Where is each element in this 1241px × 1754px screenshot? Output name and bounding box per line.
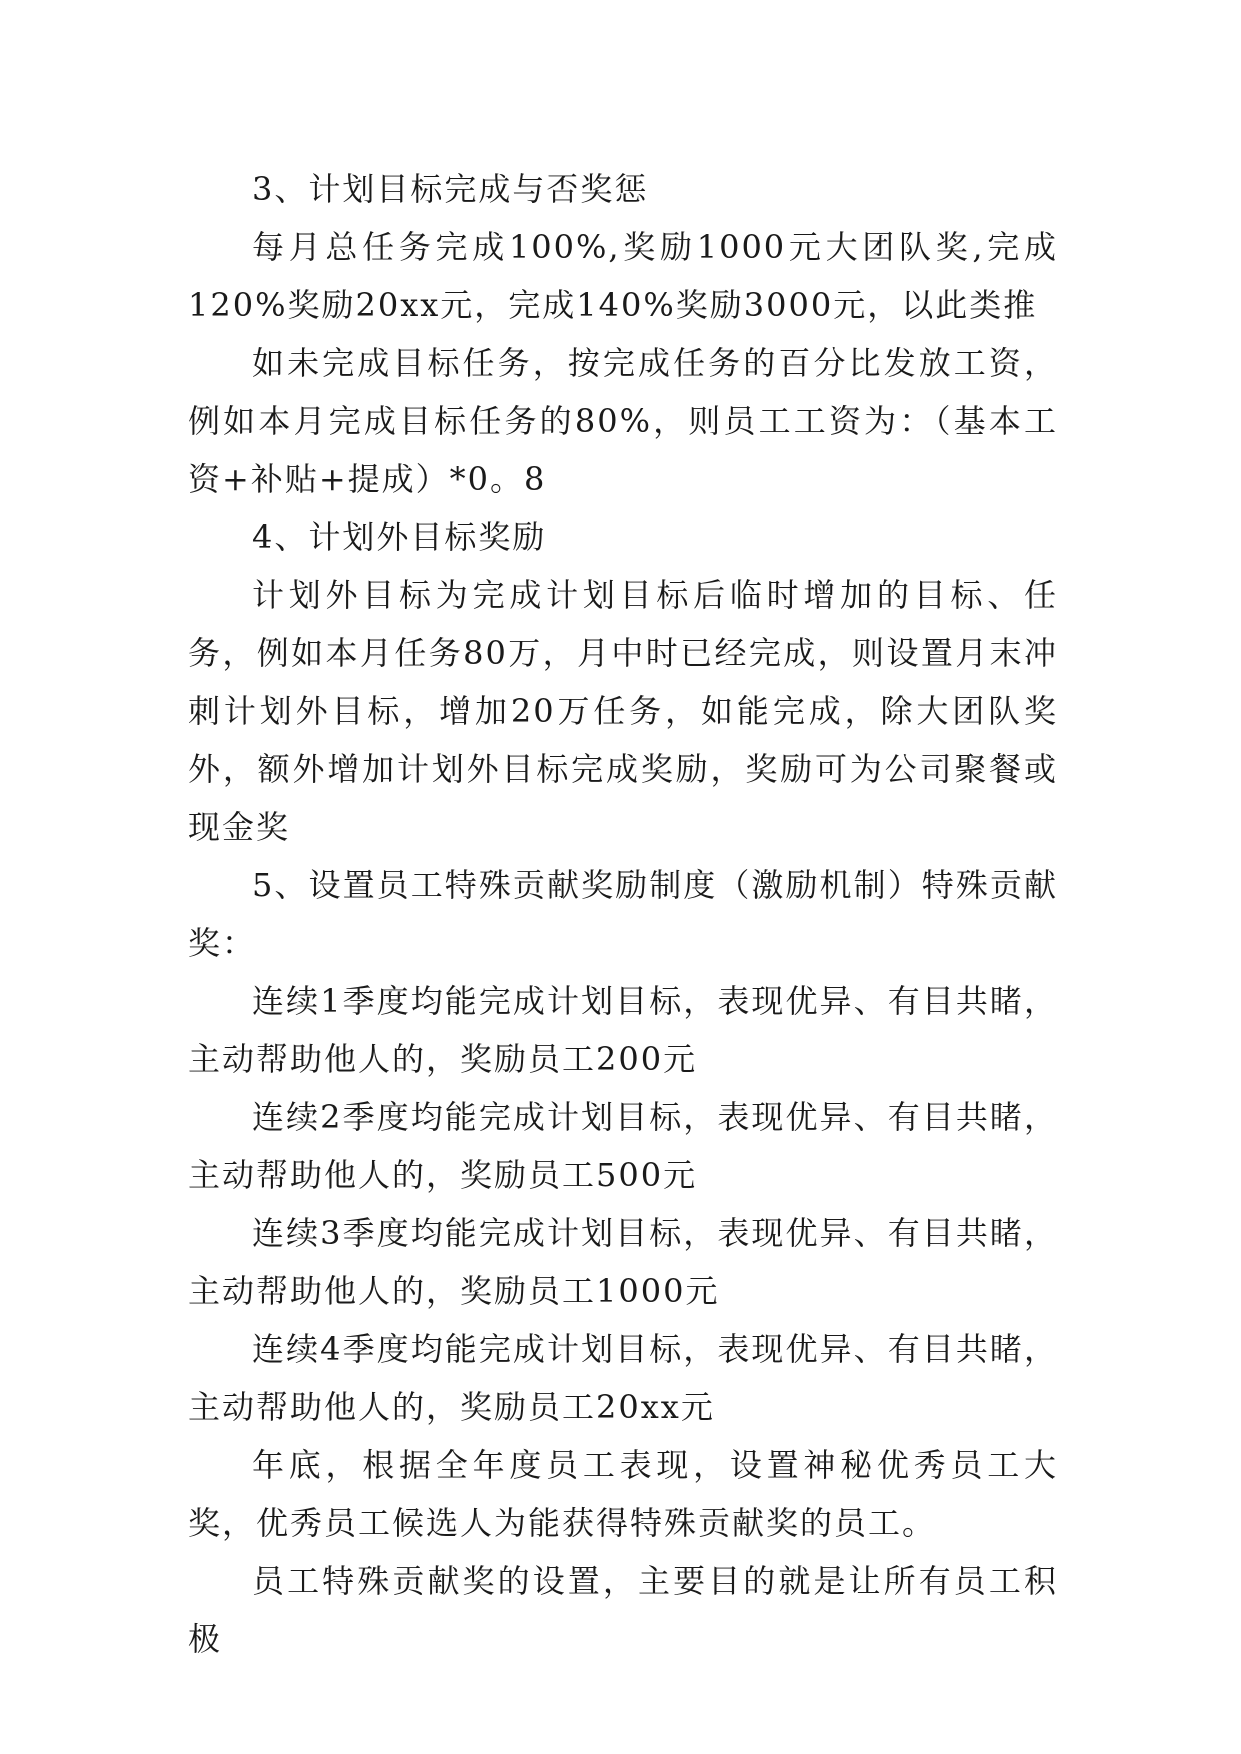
section-heading-5: 5、设置员工特殊贡献奖励制度（激励机制）特殊贡献奖： <box>188 866 1058 962</box>
paragraph-quarter-2: 连续2季度均能完成计划目标，表现优异、有目共睹，主动帮助他人的，奖励员工500元 <box>188 1098 1058 1194</box>
paragraph-incomplete-target: 如未完成目标任务，按完成任务的百分比发放工资，例如本月完成目标任务的80%，则员工工资为：（基本工资+补贴+提成）*0。8 <box>188 344 1058 498</box>
paragraph-monthly-reward: 每月总任务完成100%,奖励1000元大团队奖,完成120%奖励20xx元，完成140%奖励3000元，以此类推 <box>188 228 1058 324</box>
paragraph-award-purpose: 员工特殊贡献奖的设置，主要目的就是让所有员工积极 <box>188 1562 1058 1658</box>
paragraph-quarter-3: 连续3季度均能完成计划目标，表现优异、有目共睹，主动帮助他人的，奖励员工1000元 <box>188 1214 1058 1310</box>
document-body <box>188 160 1058 1668</box>
paragraph-year-end-award: 年底，根据全年度员工表现，设置神秘优秀员工大奖，优秀员工候选人为能获得特殊贡献奖的员工。 <box>188 1446 1058 1542</box>
paragraph-extra-target: 计划外目标为完成计划目标后临时增加的目标、任务，例如本月任务80万，月中时已经完成，则设置月末冲刺计划外目标，增加20万任务，如能完成，除大团队奖外，额外增加计划外目标完成奖励，奖励可为公司聚餐或现金奖 <box>188 576 1058 846</box>
paragraph-quarter-4: 连续4季度均能完成计划目标，表现优异、有目共睹，主动帮助他人的，奖励员工20xx元 <box>188 1330 1058 1426</box>
section-heading-4: 4、计划外目标奖励 <box>252 518 547 556</box>
section-heading-3: 3、计划目标完成与否奖惩 <box>252 170 649 208</box>
paragraph-quarter-1: 连续1季度均能完成计划目标，表现优异、有目共睹，主动帮助他人的，奖励员工200元 <box>188 982 1058 1078</box>
